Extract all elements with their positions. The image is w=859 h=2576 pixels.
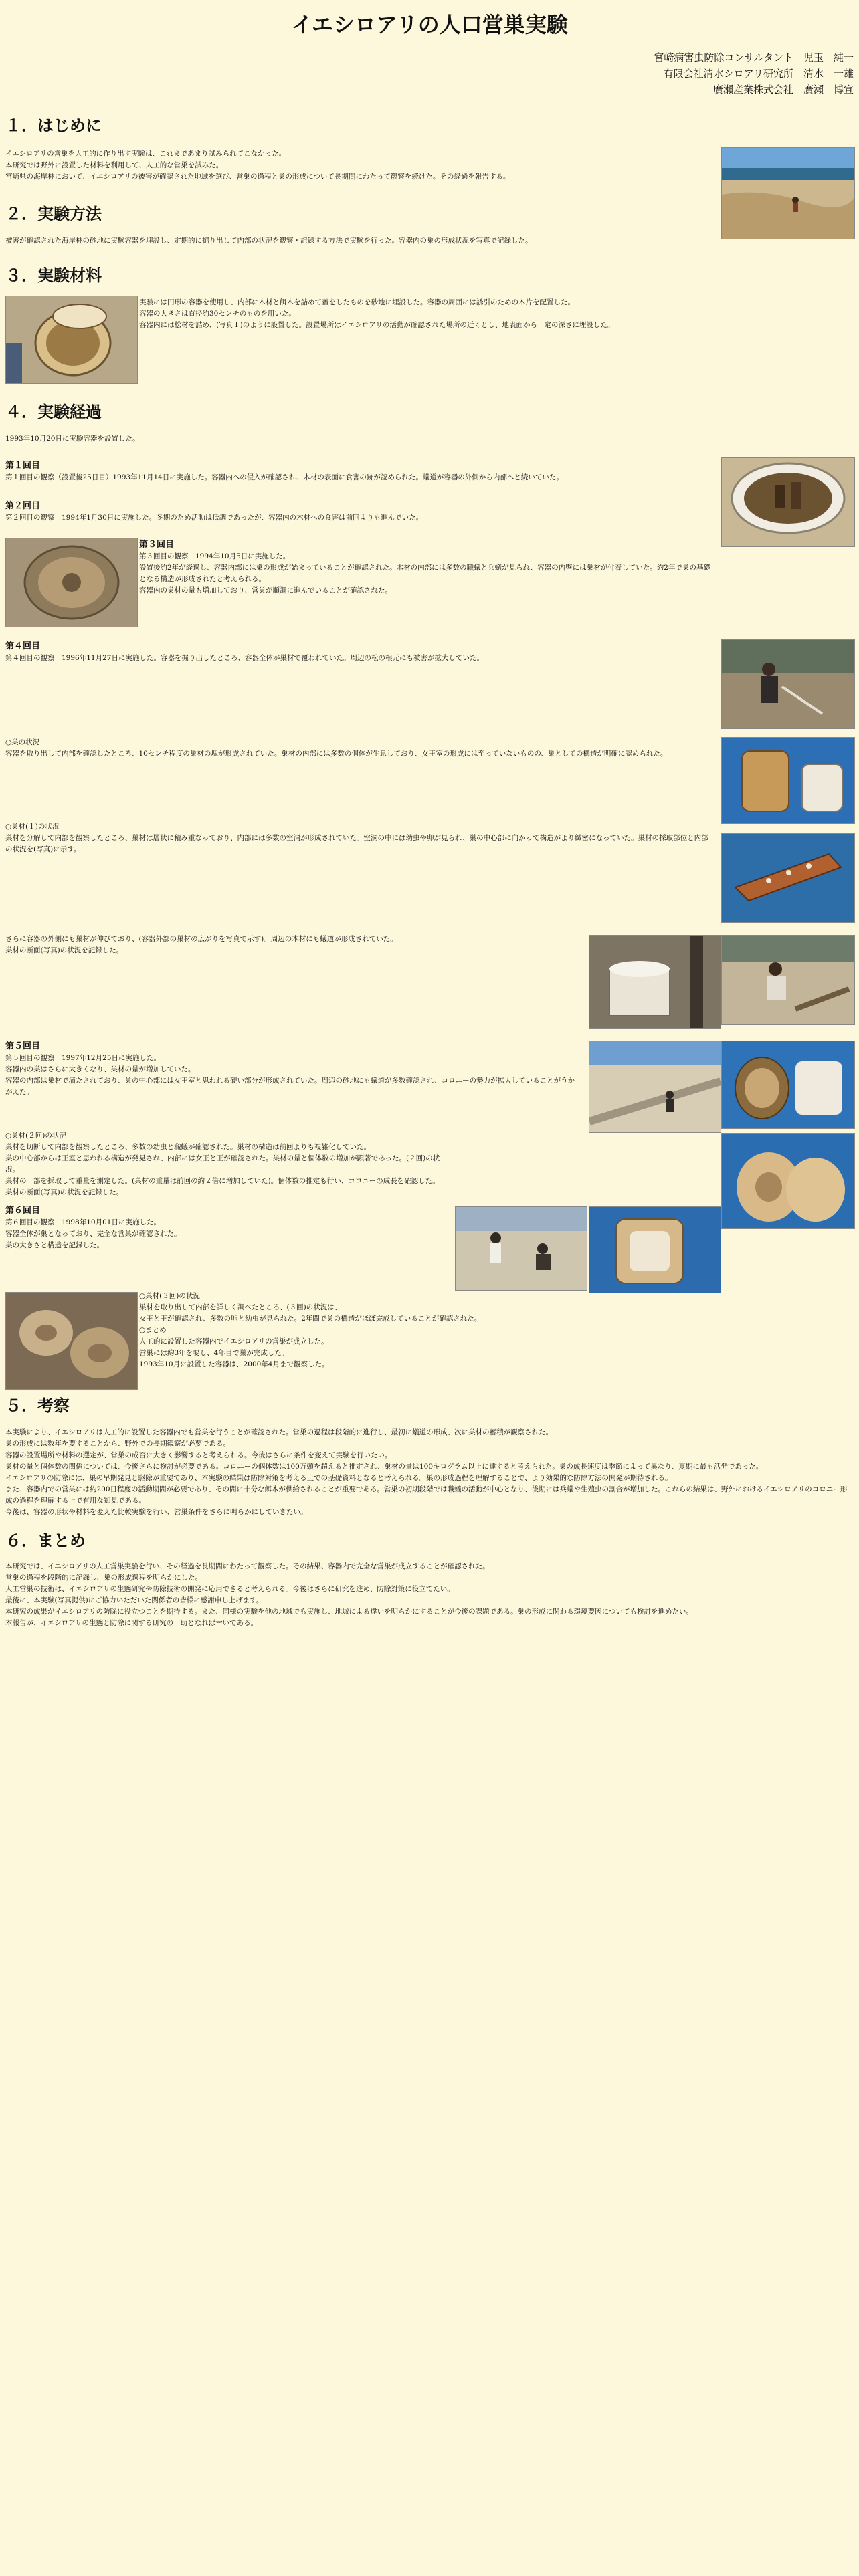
- section-6-text: [5, 1561, 854, 1629]
- obs-1-line: 第１回目の観察（設置後25日目）1993年11月14日に実施した。容器内への侵入が確認され、木材の表面に食害の跡が認められた。蟻道が容器の外側から内部へと続いていた。: [5, 473, 563, 481]
- photo-beach: [721, 147, 855, 239]
- note-4: [5, 1130, 447, 1198]
- note-4-line: 巣材の一部を採取して重量を測定した。(巣材の重量は前回の約２倍に増加していた)。個体数の推定も行い、コロニーの成長を確認した。: [5, 1177, 440, 1185]
- s6-line: 人工営巣の技術は、イエシロアリの生態研究や防除技術の開発に応用できると考えられる。今後はさらに研究を進め、防除対策に役立てたい。: [5, 1585, 454, 1593]
- section-1-text: [5, 148, 714, 183]
- obs-3-title: 第３回目: [139, 540, 175, 550]
- s1-line: イエシロアリの営巣を人工的に作り出す実験は、これまであまり試みられてこなかった。: [5, 150, 286, 158]
- s5-line: 容器の設置場所や材料の選定が、営巣の成否に大きく影響すると考えられる。今後はさらに条件を変えて実験を行いたい。: [5, 1451, 392, 1459]
- obs-3-line: 第３回目の観察 1994年10月5日に実施した。: [139, 552, 290, 560]
- obs-4-title: 第４回目: [5, 641, 41, 651]
- s5-line: 本実験により、イエシロアリは人工的に設置した容器内でも営巣を行うことが確認された。営巣の過程は段階的に進行し、最初に蟻道の形成、次に巣材の蓄積が観察された。: [5, 1428, 553, 1436]
- note-4-line: 巣材の断面(写真)の状況を記録した。: [5, 1188, 124, 1196]
- note-2-title: ○巣材(１)の状況: [5, 823, 60, 831]
- section-heading-4: ４．実験経過: [5, 403, 102, 421]
- note-5-line: 1993年10月に設置した容器は、2000年4月まで観察した。: [139, 1360, 329, 1368]
- section-2-text: [5, 235, 714, 247]
- author-2: 有限会社清水シロアリ研究所 清水 一雄: [663, 68, 854, 80]
- photo-beach-path: [589, 1041, 721, 1133]
- note-1-title: ○巣の状況: [5, 738, 40, 746]
- photo-container: [5, 296, 138, 384]
- obs-6-line: 第６回目の観察 1998年10月01日に実施した。: [5, 1218, 161, 1226]
- section-5-text: [5, 1427, 854, 1518]
- obs-5: [5, 1041, 581, 1098]
- obs-6-line: 容器全体が巣となっており、完全な営巣が確認された。: [5, 1230, 181, 1238]
- note-5-title: ○巣材(３回)の状況: [139, 1292, 200, 1300]
- photo-wood-blue: [721, 833, 855, 923]
- obs-6-title: 第６回目: [5, 1206, 41, 1216]
- photo-nests-blue: [721, 1133, 855, 1229]
- author-1: 宮崎病害虫防除コンサルタント 児玉 純一: [654, 51, 854, 64]
- s2-line: 被害が確認された海岸林の砂地に実験容器を埋設し、定期的に掘り出して内部の状況を観察・記録する方法で実験を行った。容器内の巣の形成状況を写真で記録した。: [5, 237, 533, 245]
- note-5-line: 営巣には約3年を要し、4年目で巣が完成した。: [139, 1349, 289, 1357]
- obs-4: [5, 641, 714, 664]
- page-title: イエシロアリの人口営巣実験: [291, 12, 568, 37]
- photo-nest-blue2: [589, 1206, 721, 1293]
- s5-line: イエシロアリの防除には、巣の早期発見と駆除が重要であり、本実験の結果は防除対策を考える上での基礎資料となると考えられる。巣の形成過程を理解することで、より効果的な防除方法の開発が期待される。: [5, 1474, 672, 1482]
- s1-line: 本研究では野外に設置した材料を利用して、人工的な営巣を試みた。: [5, 161, 223, 169]
- photo-bucket: [721, 457, 855, 547]
- obs-5-line: 容器の内部は巣材で満たされており、巣の中心部には女王室と思われる硬い部分が形成されていた。周辺の砂地にも蟻道が多数確認され、コロニーの勢力が拡大していることがうかがえた。: [5, 1077, 575, 1096]
- obs-3-line: 容器内の巣材の量も増加しており、営巣が順調に進んでいることが確認された。: [139, 586, 392, 595]
- section-3-text: [139, 297, 848, 331]
- section-heading-5: ５．考察: [5, 1396, 70, 1415]
- note-1: [5, 737, 714, 760]
- obs-5-line: 容器内の巣はさらに大きくなり、巣材の量が増加していた。: [5, 1065, 195, 1073]
- obs-6-line: 巣の大きさと構造を記録した。: [5, 1241, 104, 1249]
- obs-2-line: 第２回目の観察 1994年1月30日に実施した。冬期のため活動は低調であったが、容器内の木材への食害は前回よりも進んでいた。: [5, 514, 423, 522]
- s6-line: 本研究では、イエシロアリの人工営巣実験を行い、その経過を長期間にわたって観察した。その結果、容器内で完全な営巣が成立することが確認された。: [5, 1562, 490, 1570]
- s6-line: 営巣の過程を段階的に記録し、巣の形成過程を明らかにした。: [5, 1574, 202, 1582]
- obs-5-title: 第５回目: [5, 1041, 41, 1051]
- note-4-line: 巣材を切断して内部を観察したところ、多数の幼虫と職蟻が確認された。巣材の構造は前回よりも複雑化していた。: [5, 1143, 371, 1151]
- note-2: [5, 821, 714, 855]
- s6-line: 本報告が、イエシロアリの生態と防除に関する研究の一助となれば幸いである。: [5, 1619, 258, 1627]
- note-2-line: 巣材を分解して内部を観察したところ、巣材は層状に積み重なっており、内部には多数の空洞が形成されていた。空洞の中には幼虫や卵が見られ、巣の中心部に向かって構造がより緻密になっていた。巣材の採取部位と内部の状況を(写真)に示す。: [5, 834, 708, 853]
- note-5-line: 女王と王が確認され、多数の卵と幼虫が見られた。2年間で巣の構造がほぼ完成していることが確認された。: [139, 1315, 482, 1323]
- obs-2: [5, 500, 714, 524]
- s5-line: 巣材の量と個体数の関係については、今後さらに検討が必要である。コロニーの個体数は100万頭を超えると推定され、巣材の量は100キログラム以上に達すると考えられた。巣の成長速度は季節によって異なり、夏期に最も活発であった。: [5, 1463, 763, 1471]
- photo-people-dig: [455, 1206, 587, 1291]
- section-heading-2: ２．実験方法: [5, 205, 102, 223]
- obs-5-line: 第５回目の観察 1997年12月25日に実施した。: [5, 1054, 161, 1062]
- photo-man-digging: [721, 935, 855, 1025]
- author-3: 廣瀬産業株式会社 廣瀬 博宣: [712, 84, 854, 96]
- s5-line: 今後は、容器の形状や材料を変えた比較実験を行い、営巣条件をさらに明らかにしていきたい。: [5, 1508, 308, 1516]
- obs-1: [5, 460, 714, 484]
- s5-line: また、容器内での営巣には約200日程度の活動期間が必要であり、その間に十分な餌木が供給されることが重要である。営巣の初期段階では職蟻の活動が中心となり、後期には兵蟻や生殖虫の割合が増加した。これらの結果は、野外におけるイエシロアリのコロニー形成の過程を理解する上で有用な知見である。: [5, 1485, 848, 1505]
- note-3: [5, 934, 581, 956]
- photo-box-trees: [589, 935, 721, 1029]
- s3-line: 容器の大きさは直径約30センチのものを用いた。: [139, 310, 296, 318]
- obs-4-line: 第４回目の観察 1996年11月27日に実施した。容器を掘り出したところ、容器全体が巣材で覆われていた。周辺の松の根元にも被害が拡大していた。: [5, 654, 484, 662]
- obs-6: [5, 1205, 447, 1251]
- obs-3-line: 設置後約2年が経過し、容器内部には巣の形成が始まっていることが確認された。木材の内部には多数の職蟻と兵蟻が見られ、容器の内壁には巣材が付着していた。約2年で巣の基礎となる構造が形成されたと考えられる。: [139, 564, 710, 583]
- photo-jars-blue: [721, 1041, 855, 1129]
- s3-line: 容器内には松材を詰め、(写真１)のように設置した。設置場所はイエシロアリの活動が確認された場所の近くとし、地表面から一定の深さに埋設した。: [139, 321, 615, 329]
- photo-jar-blue: [721, 737, 855, 824]
- section-heading-6: ６．まとめ: [5, 1531, 86, 1550]
- photo-nest-closeup: [5, 1292, 138, 1390]
- note-5: [139, 1291, 674, 1370]
- s6-line: 本研究の成果がイエシロアリの防除に役立つことを期待する。また、同様の実験を他の地域でも実施し、地域による違いを明らかにすることが今後の課題である。巣の形成に関わる環境要因についても検討を進めたい。: [5, 1608, 693, 1616]
- obs-2-title: 第２回目: [5, 501, 41, 511]
- author-list: [654, 49, 854, 98]
- s3-line: 実験には円形の容器を使用し、内部に木材と餌木を詰めて蓋をしたものを砂地に埋設した。容器の周囲には誘引のための木片を配置した。: [139, 298, 575, 306]
- note-5-line: ○まとめ: [139, 1326, 167, 1334]
- photo-digging: [721, 639, 855, 729]
- note-4-line: 巣の中心部からは王室と思われる構造が発見され、内部には女王と王が確認された。巣材の量と個体数の増加が顕著であった。(２回)の状況。: [5, 1154, 440, 1174]
- s5-line: 巣の形成には数年を要することから、野外での長期観察が必要である。: [5, 1440, 230, 1448]
- obs-3: [139, 539, 714, 597]
- s4-intro: 1993年10月20日に実験容器を設置した。: [5, 435, 140, 443]
- note-1-line: 容器を取り出して内部を確認したところ、10センチ程度の巣材の塊が形成されていた。巣材の内部には多数の個体が生息しており、女王室の形成には至っていないものの、巣としての構造が明確に認められた。: [5, 750, 668, 758]
- s1-line: 宮崎県の海岸林において、イエシロアリの被害が確認された地域を選び、営巣の過程と巣の形成について長期間にわたって観察を続けた。その経過を報告する。: [5, 173, 510, 181]
- section-heading-1: １．はじめに: [5, 116, 102, 135]
- note-4-title: ○巣材(２回)の状況: [5, 1132, 66, 1140]
- note-5-line: 巣材を取り出して内部を詳しく調べたところ、(３回)の状況は、: [139, 1303, 342, 1311]
- obs-1-title: 第１回目: [5, 461, 41, 471]
- photo-nest-top: [5, 538, 138, 627]
- note-3-line: さらに容器の外側にも巣材が伸びており、(容器外部の巣材の広がりを写真で示す)。周辺の木材にも蟻道が形成されていた。: [5, 935, 397, 943]
- s6-line: 最後に、本実験(写真提供)にご協力いただいた関係者の皆様に感謝申し上げます。: [5, 1596, 264, 1604]
- section-heading-3: ３．実験材料: [5, 266, 102, 285]
- note-5-line: 人工的に設置した容器内でイエシロアリの営巣が成立した。: [139, 1337, 328, 1346]
- note-3-line: 巣材の断面(写真)の状況を記録した。: [5, 946, 124, 954]
